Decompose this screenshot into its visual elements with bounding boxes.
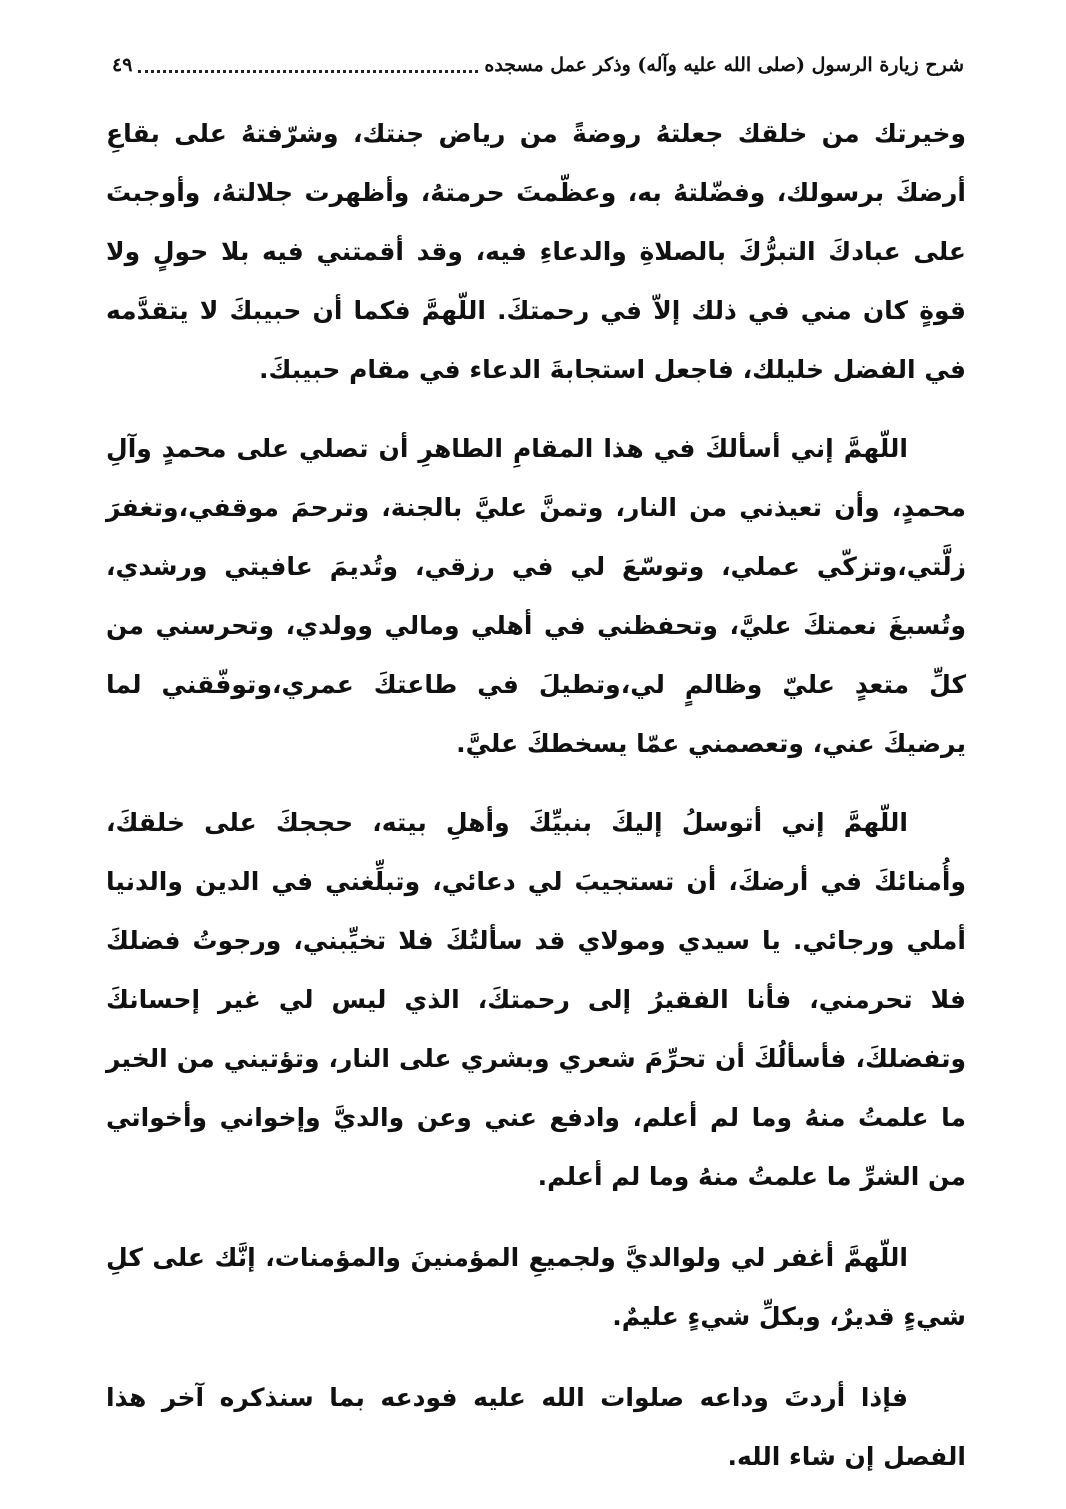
paragraph-2: اللّهمَّ إني أسألكَ في هذا المقامِ الطاهرِ أن تصلي على محمدٍ وآلِ محمدٍ، وأن تعيذني من النار، وتمنَّ عليَّ بالجنة، وترحمَ موقفي،وتغفرَ زلَّتي،وتزكّي عملي، وتوسّعَ لي في رزقي، وتُديمَ عافيتي ورشدي، وتُسبغَ نعمتكَ عليَّ، وتحفظني في أهلي ومالي وولدي، وتحرسني من كلِّ متعدٍ عليّ وظالمٍ لي،وتطيلَ في طاعتكَ عمري،وتوفّقني لما يرضيكَ عني، وتعصمني عمّا يسخطكَ عليَّ. <box>106 434 966 758</box>
dotted-leader <box>138 70 478 73</box>
running-title: شرح زيارة الرسول (صلى الله عليه وآله) وذكر عمل مسجده <box>484 54 964 76</box>
paragraph-1: وخيرتك من خلقك جعلتهُ روضةً من رياض جنتك، وشرّفتهُ على بقاعِ أرضكَ برسولك، وفضّلتهُ به، وعظّمتَ حرمتهُ، وأظهرت جلالتهُ، وأوجبتَ على عبادكَ التبرُّكَ بالصلاةِ والدعاءِ فيه، وقد أقمتني فيه بلا حولٍ ولا قوةٍ كان مني في ذلك إلاّ في رحمتكَ. اللّهمَّ فكما أن حبيبكَ لا يتقدَّمه في الفضل خليلك، فاجعل استجابةَ الدعاء في مقام حبيبكَ. <box>106 119 966 384</box>
paragraph-5: فإذا أردتَ وداعه صلوات الله عليه فودعه بما سنذكره آخر هذا الفصل إن شاء الله. <box>106 1383 966 1471</box>
paragraph-3: اللّهمَّ إني أتوسلُ إليكَ بنبيِّكَ وأهلِ بيته، حججكَ على خلقكَ، وأُمنائكَ في أرضكَ، أن تستجيبَ لي دعائي، وتبلِّغني في الدين والدنيا أملي ورجائي. يا سيدي ومولاي قد سألتُكَ فلا تخيِّبني، ورجوتُ فضلكَ فلا تحرمني، فأنا الفقيرُ إلى رحمتكَ، الذي ليس لي غير إحسانكَ وتفضلكَ، فأسألُكَ أن تحرِّمَ شعري وبشري على النار، وتؤتيني من الخير ما علمتُ منهُ وما لم أعلم، وادفع عني وعن والديَّ وإخواني وأخواتي من الشرِّ ما علمتُ منهُ وما لم أعلم. <box>106 808 966 1191</box>
running-header <box>112 48 964 82</box>
paragraph-4: اللّهمَّ أغفر لي ولوالديَّ ولجميعِ المؤمنينَ والمؤمنات، إنَّك على كلِ شيءٍ قديرٌ، وبكلِّ شيءٍ عليمٌ. <box>106 1243 966 1331</box>
body-text <box>106 104 966 1486</box>
page-number: ٤٩ <box>112 54 133 76</box>
